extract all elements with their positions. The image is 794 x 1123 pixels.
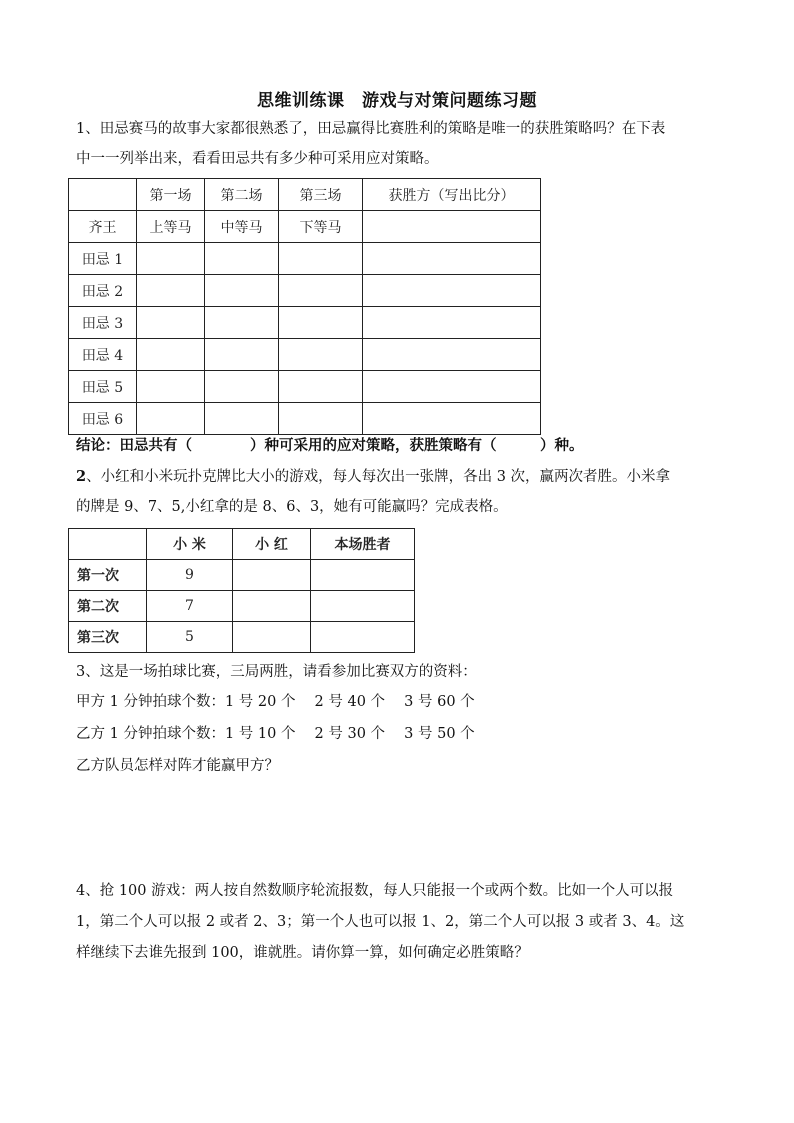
table-cell: 5 (147, 622, 233, 653)
table-cell: 下等马 (279, 211, 363, 243)
table-cell: 田忌 1 (69, 243, 137, 275)
q2-line2: 的牌是 9、7、5,小红拿的是 8、6、3，她有可能赢吗？完成表格。 (76, 499, 508, 515)
answer-cell[interactable] (137, 243, 205, 275)
table-cell: 第三场 (279, 179, 363, 211)
table-cell: 第二场 (205, 179, 279, 211)
answer-cell[interactable] (279, 371, 363, 403)
table-cell: 第一次 (69, 560, 147, 591)
q4-line3: 样继续下去谁先报到 100，谁就胜。请你算一算，如何确定必胜策略？ (76, 945, 529, 961)
answer-cell[interactable] (205, 371, 279, 403)
worksheet-title: 思维训练课 游戏与对策问题练习题 (257, 91, 537, 111)
answer-cell[interactable] (205, 275, 279, 307)
answer-cell[interactable] (363, 211, 541, 243)
card-game-table (68, 528, 415, 653)
answer-cell[interactable] (137, 307, 205, 339)
answer-cell[interactable] (233, 591, 311, 622)
q4-line1: 4、抢 100 游戏：两人按自然数顺序轮流报数，每人只能报一个或两个数。比如一个人可以报 (76, 883, 674, 899)
answer-cell[interactable] (363, 403, 541, 435)
q2-text: 、小红和小米玩扑克牌比大小的游戏，每人每次出一张牌，各出 3 次，赢两次者胜。小米拿 (86, 469, 671, 485)
answer-cell[interactable] (137, 403, 205, 435)
answer-cell[interactable] (137, 339, 205, 371)
table-cell: 小 米 (147, 529, 233, 560)
table-cell (69, 529, 147, 560)
answer-cell[interactable] (363, 243, 541, 275)
table-row (69, 211, 541, 243)
q3-line4: 乙方队员怎样对阵才能赢甲方？ (76, 758, 279, 774)
answer-cell[interactable] (363, 371, 541, 403)
table-row (69, 560, 415, 591)
table-row (69, 591, 415, 622)
answer-cell[interactable] (205, 307, 279, 339)
table-row (69, 339, 541, 371)
q3-line1: 3、这是一场拍球比赛，三局两胜，请看参加比赛双方的资料： (76, 664, 477, 680)
table-cell: 田忌 2 (69, 275, 137, 307)
table-row (69, 275, 541, 307)
answer-cell[interactable] (279, 339, 363, 371)
q4-line2: 1，第二个人可以报 2 或者 2、3；第一个人也可以报 1、2，第二个人可以报 3 或者 3、4。这 (76, 914, 685, 930)
horse-race-table (68, 178, 541, 435)
table-row (69, 403, 541, 435)
answer-cell[interactable] (279, 307, 363, 339)
q2-line1 (76, 467, 670, 487)
q2-number: 2 (76, 468, 87, 485)
table-cell: 上等马 (137, 211, 205, 243)
table-cell: 田忌 3 (69, 307, 137, 339)
table-cell: 田忌 5 (69, 371, 137, 403)
answer-cell[interactable] (205, 339, 279, 371)
q1-line2: 中一一列举出来，看看田忌共有多少种可采用应对策略。 (76, 151, 439, 167)
table-cell: 田忌 6 (69, 403, 137, 435)
answer-cell[interactable] (137, 275, 205, 307)
answer-cell[interactable] (205, 403, 279, 435)
table-row (69, 307, 541, 339)
q3-line2: 甲方 1 分钟拍球个数：1 号 20 个 2 号 40 个 3 号 60 个 (76, 694, 475, 710)
answer-cell[interactable] (205, 243, 279, 275)
answer-cell[interactable] (279, 243, 363, 275)
answer-cell[interactable] (363, 339, 541, 371)
answer-cell[interactable] (279, 275, 363, 307)
q1-conclusion: 结论：田忌共有（ ）种可采用的应对策略，获胜策略有（ ）种。 (76, 437, 584, 454)
table-cell: 9 (147, 560, 233, 591)
answer-cell[interactable] (311, 591, 415, 622)
answer-cell[interactable] (363, 275, 541, 307)
q3-line3: 乙方 1 分钟拍球个数：1 号 10 个 2 号 30 个 3 号 50 个 (76, 726, 475, 742)
table-cell: 本场胜者 (311, 529, 415, 560)
q1-line1: 1、田忌赛马的故事大家都很熟悉了，田忌赢得比赛胜利的策略是唯一的获胜策略吗？在下表 (76, 121, 666, 137)
table-cell: 齐王 (69, 211, 137, 243)
table-cell: 第三次 (69, 622, 147, 653)
answer-cell[interactable] (279, 403, 363, 435)
table-cell: 中等马 (205, 211, 279, 243)
answer-cell[interactable] (233, 622, 311, 653)
table-row (69, 243, 541, 275)
table-cell: 小 红 (233, 529, 311, 560)
table-cell: 获胜方（写出比分） (363, 179, 541, 211)
table-cell: 田忌 4 (69, 339, 137, 371)
answer-cell[interactable] (363, 307, 541, 339)
answer-cell[interactable] (311, 560, 415, 591)
table-cell: 第二次 (69, 591, 147, 622)
table-header-row (69, 179, 541, 211)
table-header-row (69, 529, 415, 560)
table-row (69, 371, 541, 403)
answer-cell[interactable] (137, 371, 205, 403)
table-row (69, 622, 415, 653)
table-cell (69, 179, 137, 211)
answer-cell[interactable] (311, 622, 415, 653)
table-cell: 第一场 (137, 179, 205, 211)
table-cell: 7 (147, 591, 233, 622)
answer-cell[interactable] (233, 560, 311, 591)
